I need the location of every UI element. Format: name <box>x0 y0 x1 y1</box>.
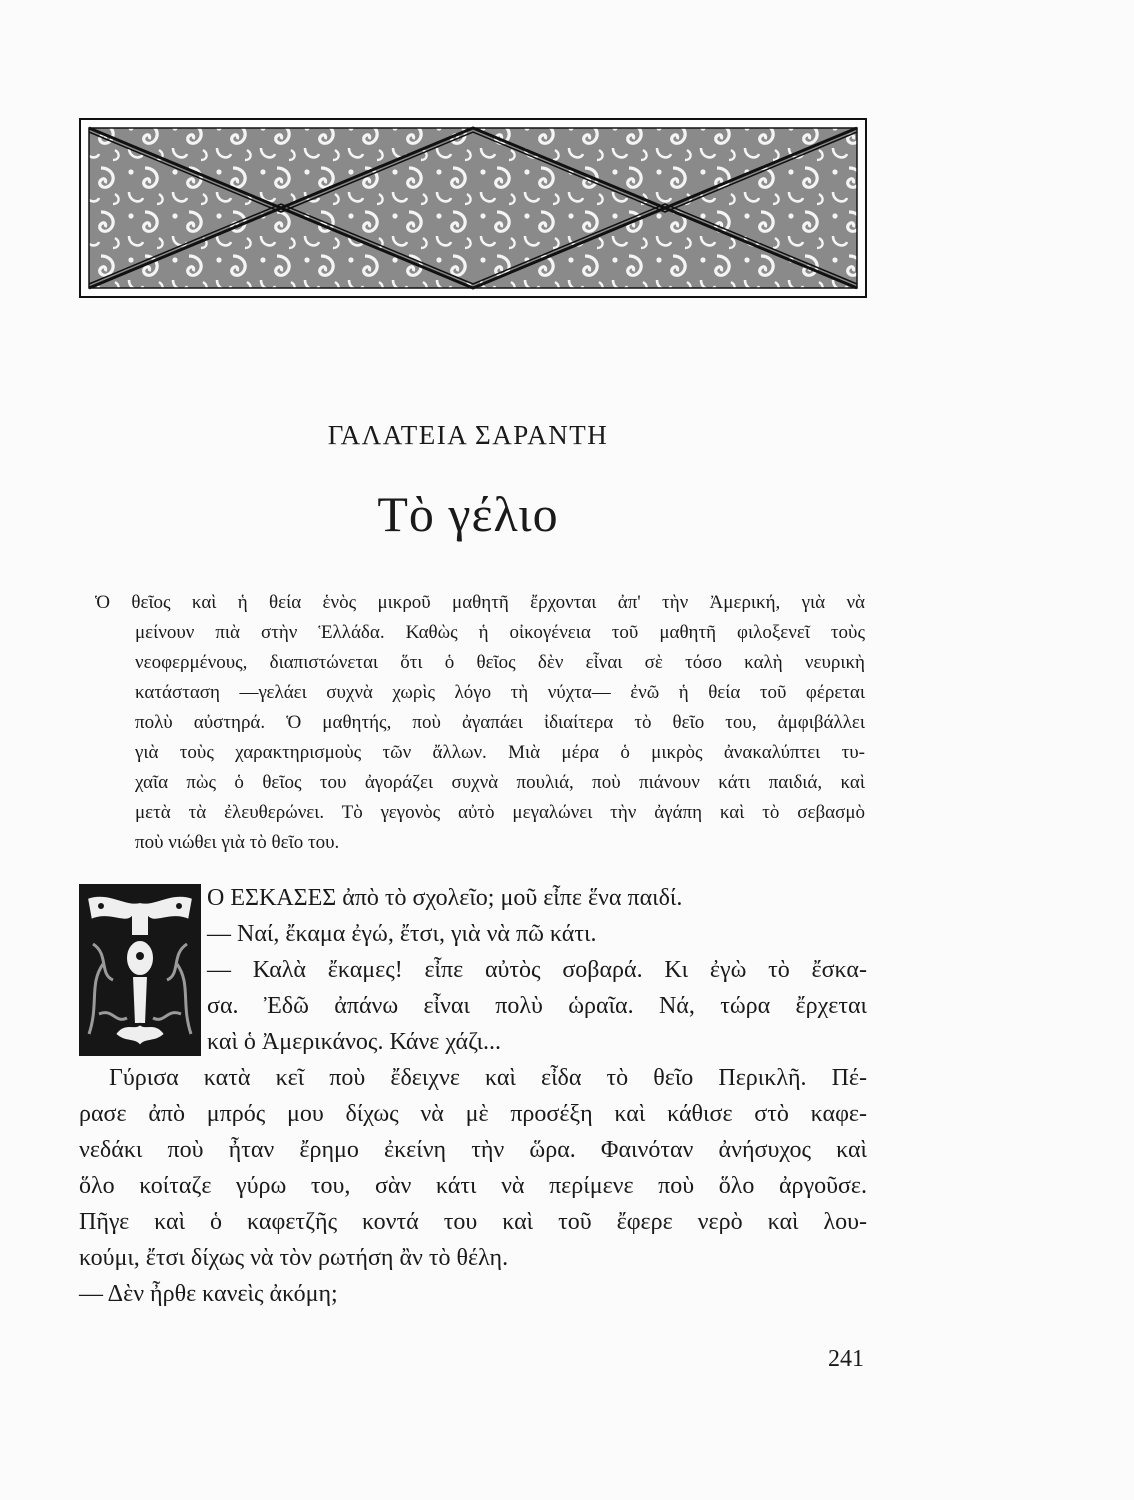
ornamental-header-band <box>79 118 867 298</box>
story-line: — Καλὰ ἔκαμες! εἶπε αὐτὸς σοβαρά. Κι ἐγὼ τὸ ἔσκα- <box>207 957 867 983</box>
summary-line: Ὁ θεῖος καὶ ἡ θεία ἑνὸς μικροῦ μαθητῆ ἔρχονται ἀπ' τὴν Ἀμερική, γιὰ νὰ <box>95 592 865 613</box>
summary-line: χαῖα πὼς ὁ θεῖος του ἀγοράζει συχνὰ πουλιά, ποὺ πιάνουν κάτι παιδιά, καὶ <box>135 772 865 793</box>
story-line: ὅλο κοίταζε γύρω του, σὰν κάτι νὰ περίμενε ποὺ ὅλο ἀργοῦσε. <box>79 1173 867 1199</box>
story-line: ρασε ἀπὸ μπρός μου δίχως νὰ μὲ προσέξη καὶ κάθισε στὸ καφε- <box>79 1101 867 1127</box>
summary-line: μετὰ τὰ ἐλευθερώνει. Τὸ γεγονὸς αὐτὸ μεγαλώνει τὴν ἀγάπη καὶ τὸ σεβασμὸ <box>135 802 865 823</box>
story-body <box>79 880 867 1312</box>
summary-paragraph <box>95 588 865 858</box>
story-line: κούμι, ἔτσι δίχως νὰ τὸν ρωτήση ἂν τὸ θέλη. <box>79 1245 509 1271</box>
summary-line: ποὺ νιώθει γιὰ τὸ θεῖο του. <box>135 832 340 853</box>
story-line: Γύρισα κατὰ κεῖ ποὺ ἔδειχνε καὶ εἶδα τὸ θεῖο Περικλῆ. Πέ- <box>109 1065 867 1091</box>
summary-line: γιὰ τοὺς χαρακτηρισμοὺς τῶν ἄλλων. Μιὰ μέρα ὁ μικρὸς ἀνακαλύπτει τυ- <box>135 742 865 763</box>
story-line: Ο ΕΣΚΑΣΕΣ ἀπὸ τὸ σχολεῖο; μοῦ εἶπε ἕνα παιδί. <box>207 885 683 911</box>
summary-line: μείνουν πιὰ στὴν Ἑλλάδα. Καθὼς ἡ οἰκογένεια τοῦ μαθητῆ φιλοξενεῖ τοὺς <box>135 622 865 643</box>
story-title: Τὸ γέλιο <box>377 486 559 542</box>
author-name: ΓΑΛΑΤΕΙΑ ΣΑΡΑΝΤΗ <box>327 420 609 450</box>
summary-line: πολὺ αὐστηρά. Ὁ μαθητής, ποὺ ἀγαπάει ἰδιαίτερα τὸ θεῖο του, ἀμφιβάλλει <box>135 712 865 733</box>
story-line: καὶ ὁ Ἀμερικάνος. Κάνε χάζι... <box>207 1029 502 1055</box>
story-line: Πῆγε καὶ ὁ καφετζῆς κοντά του καὶ τοῦ ἔφερε νερὸ καὶ λου- <box>79 1209 867 1235</box>
story-line: σα. Ἐδῶ ἀπάνω εἶναι πολὺ ὡραῖα. Νά, τώρα ἔρχεται <box>207 993 867 1019</box>
summary-line: κατάσταση —γελάει συχνὰ χωρὶς λόγο τὴ νύχτα— ἐνῶ ἡ θεία τοῦ φέρεται <box>135 682 865 703</box>
story-line: — Δὲν ἦρθε κανεὶς ἀκόμη; <box>79 1281 338 1307</box>
story-line: — Ναί, ἔκαμα ἐγώ, ἔτσι, γιὰ νὰ πῶ κάτι. <box>207 921 597 947</box>
story-line: νεδάκι ποὺ ἦταν ἔρημο ἐκείνη τὴν ὥρα. Φαινόταν ἀνήσυχος καὶ <box>79 1137 867 1163</box>
summary-line: νεοφερμένους, διαπιστώνεται ὅτι ὁ θεῖος δὲν εἶναι σὲ τόσο καλὴ νευρικὴ <box>135 652 865 673</box>
page-number: 241 <box>828 1346 864 1372</box>
